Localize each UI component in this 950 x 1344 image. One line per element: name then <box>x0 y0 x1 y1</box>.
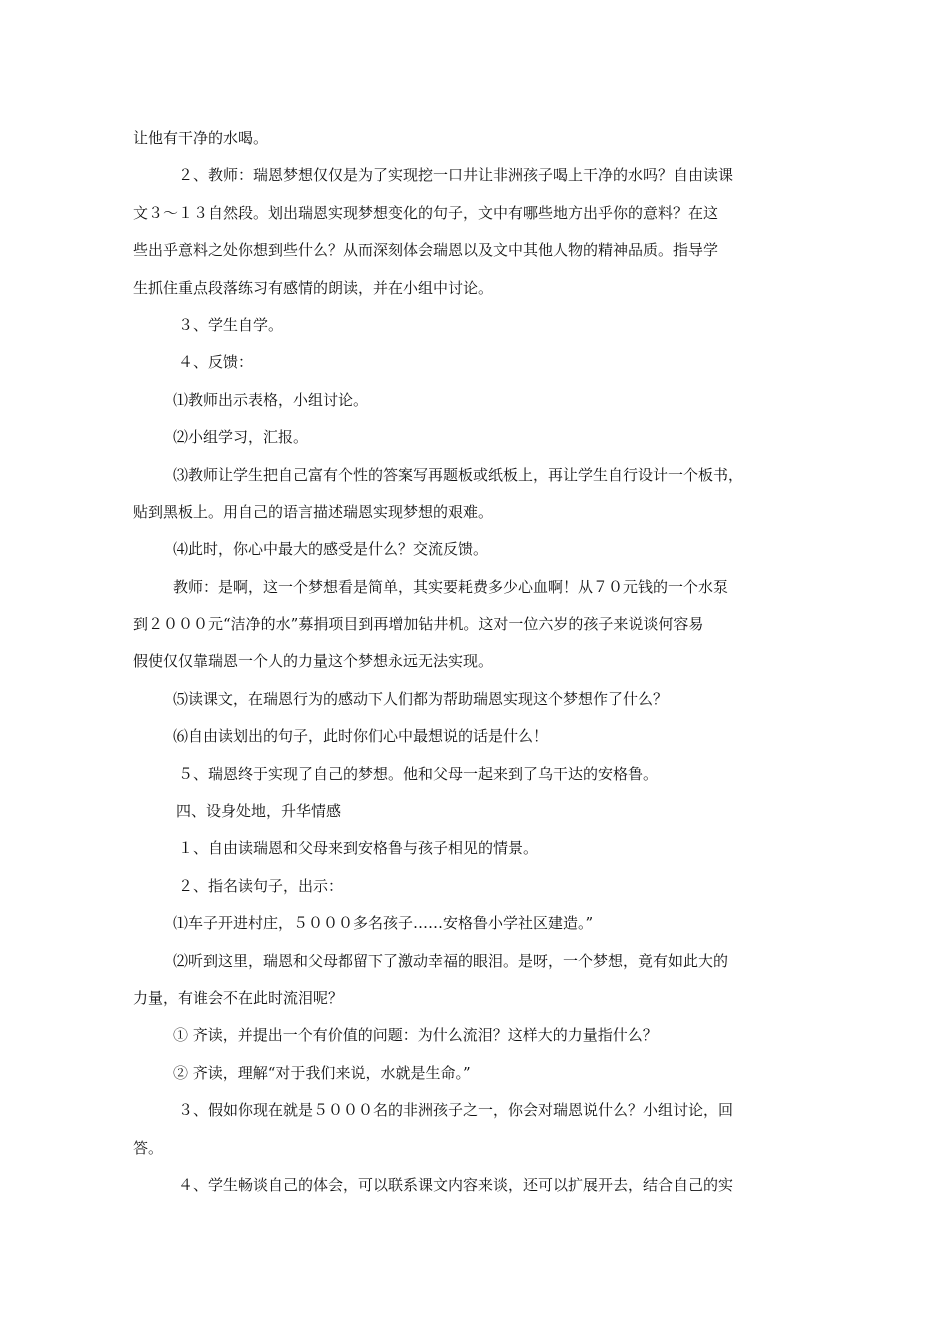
text-line: ５、瑞恩终于实现了自己的梦想。他和父母一起来到了乌干达的安格鲁。 <box>178 764 659 783</box>
text-line: ⑸读课文，在瑞恩行为的感动下人们都为帮助瑞恩实现这个梦想作了什么？ <box>173 689 669 708</box>
text-line: 生抓住重点段落练习有感情的朗读，并在小组中讨论。 <box>133 278 494 297</box>
text-line: 到２０００元“洁净的水”募捐项目到再增加钻井机。这对一位六岁的孩子来说谈何容易 <box>133 615 704 634</box>
text-line: ⑶教师让学生把自己富有个性的答案写再题板或纸板上，再让学生自行设计一个板书， <box>173 465 744 484</box>
text-line: 教师：是啊，这一个梦想看是简单，其实要耗费多少心血啊！从７０元钱的一个水泵 <box>173 577 729 596</box>
text-line: 贴到黑板上。用自己的语言描述瑞恩实现梦想的艰难。 <box>133 502 494 521</box>
text-line: ⑵小组学习，汇报。 <box>173 428 309 447</box>
text-line: ２、指名读句子，出示： <box>178 876 344 895</box>
document-body <box>133 120 818 1204</box>
text-line: ４、学生畅谈自己的体会，可以联系课文内容来谈，还可以扩展开去，结合自己的实 <box>178 1175 734 1194</box>
text-line: ３、学生自学。 <box>178 315 284 334</box>
text-line: ⑷此时，你心中最大的感受是什么？交流反馈。 <box>173 540 489 559</box>
text-line: ⑴车子开进村庄，５０００多名孩子……安格鲁小学社区建造。” <box>173 914 594 933</box>
text-line: 答。 <box>133 1138 164 1157</box>
text-line: ２、教师：瑞恩梦想仅仅是为了实现挖一口井让非洲孩子喝上干净的水吗？自由读课 <box>178 166 734 185</box>
text-line: 假使仅仅靠瑞恩一个人的力量这个梦想永远无法实现。 <box>133 652 494 671</box>
text-line: 让他有干净的水喝。 <box>133 129 269 147</box>
text-line: ⑴教师出示表格，小组讨论。 <box>173 390 369 409</box>
text-line: 文３～１３自然段。划出瑞恩实现梦想变化的句子，文中有哪些地方出乎你的意料？在这 <box>133 203 719 222</box>
text-line: ⑵听到这里，瑞恩和父母都留下了激动幸福的眼泪。是呀，一个梦想，竟有如此大的 <box>173 951 729 970</box>
text-line: 些出乎意料之处你想到些什么？从而深刻体会瑞恩以及文中其他人物的精神品质。指导学 <box>133 241 719 260</box>
section-heading: 四、设身处地，升华情感 <box>176 802 342 821</box>
text-line: ① 齐读，并提出一个有价值的问题：为什么流泪？这样大的力量指什么？ <box>173 1026 658 1045</box>
text-line: ⑹自由读划出的句子，此时你们心中最想说的话是什么！ <box>173 727 549 746</box>
text-line: ② 齐读，理解“对于我们来说，水就是生命。” <box>173 1063 471 1082</box>
text-line: ３、假如你现在就是５０００名的非洲孩子之一，你会对瑞恩说什么？小组讨论，回 <box>178 1101 734 1120</box>
text-line: １、自由读瑞恩和父母来到安格鲁与孩子相见的情景。 <box>178 839 539 858</box>
text-line: 力量，有谁会不在此时流泪呢？ <box>133 988 344 1007</box>
text-line: ４、反馈： <box>178 353 254 372</box>
